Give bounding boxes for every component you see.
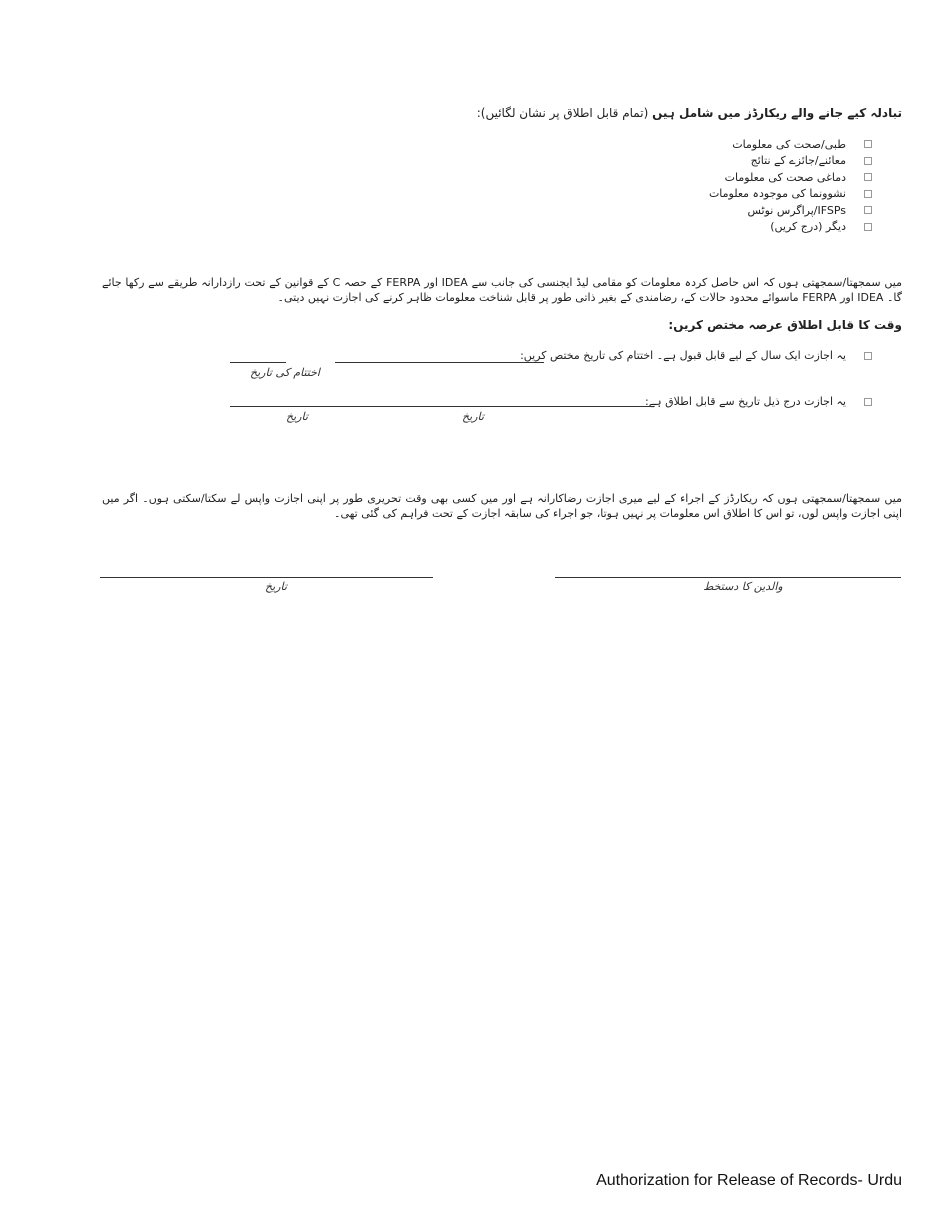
record-option-label: دماغی صحت کی معلومات (724, 170, 846, 184)
revocation-paragraph: میں سمجھتا/سمجھتی ہوں کہ ریکارڈز کے اجراء کے لیے میری اجازت رضاکارانہ ہے اور میں کسی بھی وقت تحریری طور پر اپنی اجازت واپس لے سکتا/سکتی ہوں۔ اگر میں اپنی اجازت واپس لوں، تو اس کا اطلاق اس معلومات پر نہیں ہوتا، جو اجراء کی سابقہ اجازت کے تحت فراہم کی گئی تھی۔ (102, 492, 902, 520)
records-heading-note: (تمام قابل اطلاق پر نشان لگائیں): (476, 106, 653, 120)
checkbox[interactable] (864, 173, 872, 181)
signature-date-line[interactable] (100, 577, 433, 578)
end-date-field-line-short[interactable] (230, 362, 286, 363)
checkbox[interactable] (864, 352, 872, 360)
checkbox[interactable] (864, 190, 872, 198)
records-heading (82, 106, 902, 120)
record-option-evaluation[interactable] (572, 153, 872, 170)
checkbox[interactable] (864, 140, 872, 148)
date-range-field-line[interactable] (230, 406, 653, 407)
record-option-label: دیگر (درج کریں) (770, 220, 846, 234)
date-label-right: تاریخ (462, 410, 484, 423)
confidentiality-paragraph: میں سمجھتا/سمجھتی ہوں کہ اس حاصل کردہ معلومات کو مقامی لیڈ ایجنسی کی جانب سے IDEA اور FERPA کے حصہ C کے قوانین کے تحت رازدارانہ طریقے سے رکھا جائے گا۔ IDEA اور FERPA ماسوائے محدود حالات کے، رضامندی کے بغیر ذاتی طور پر قابل شناخت معلومات ظاہر کرنے کی اجازت نہیں دیتی۔ (102, 276, 902, 304)
period-heading: وقت کا قابل اطلاق عرصہ مختص کریں: (668, 318, 902, 332)
period-option-one-year[interactable] (520, 349, 872, 362)
end-date-field-line[interactable] (335, 362, 544, 363)
records-checklist (572, 136, 872, 235)
record-option-other[interactable] (572, 219, 872, 236)
parent-signature-label: والدین کا دستخط (703, 580, 783, 593)
records-heading-bold: تبادلہ کیے جانے والے ریکارڈز میں شامل ہیں (652, 106, 902, 120)
checkbox[interactable] (864, 157, 872, 165)
period-option-date-range-label: یہ اجازت درج ذیل تاریخ سے قابل اطلاق ہے: (644, 395, 846, 408)
record-option-ifsp[interactable] (572, 202, 872, 219)
document-footer-title: Authorization for Release of Records- Urdu (596, 1172, 902, 1189)
date-label-left: تاریخ (286, 410, 308, 423)
record-option-medical[interactable] (572, 136, 872, 153)
signature-date-label: تاریخ (265, 580, 287, 593)
checkbox[interactable] (864, 223, 872, 231)
parent-signature-line[interactable] (555, 577, 901, 578)
record-option-label: طبی/صحت کی معلومات (732, 137, 846, 151)
record-option-mental-health[interactable] (572, 169, 872, 186)
record-option-label: نشوونما کی موجودہ معلومات (708, 187, 846, 201)
checkbox[interactable] (864, 398, 872, 406)
record-option-development[interactable] (572, 186, 872, 203)
checkbox[interactable] (864, 206, 872, 214)
period-option-date-range[interactable] (645, 395, 872, 408)
end-date-label: اختتام کی تاریخ (250, 366, 320, 379)
record-option-label: معائنے/جائزے کے نتائج (750, 154, 846, 168)
record-option-label: IFSPs/پراگرس نوٹس (747, 203, 846, 217)
period-option-one-year-label: یہ اجازت ایک سال کے لیے قابل قبول ہے۔ اختتام کی تاریخ مختص کریں: (520, 349, 846, 362)
